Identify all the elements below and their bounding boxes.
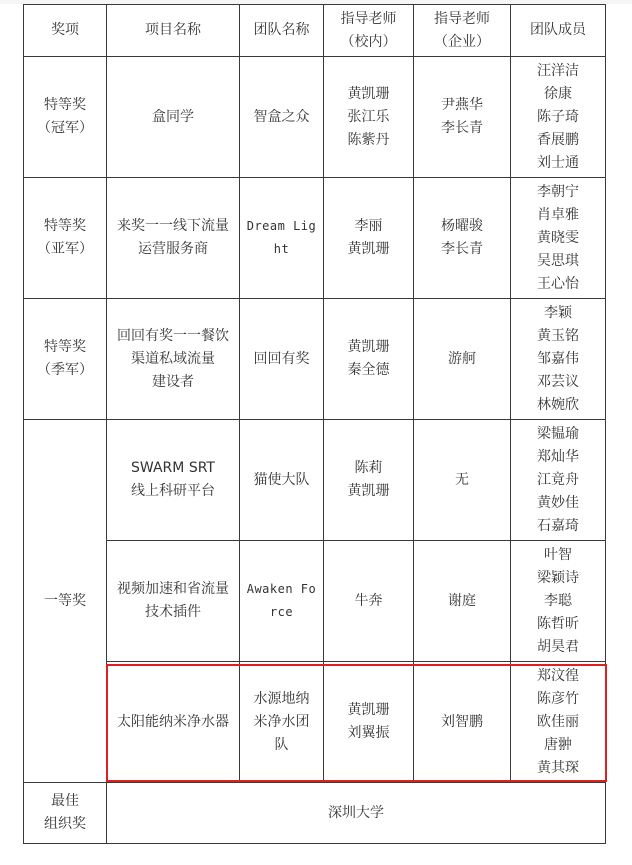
advisor-enterprise-cell: 谢庭 [414, 541, 511, 662]
awards-table [23, 4, 606, 844]
advisor-enterprise-cell: 无 [414, 420, 511, 541]
project-cell: SWARM SRT 线上科研平台 [107, 420, 240, 541]
advisor-school-cell: 黄凯珊 刘翼振 [324, 662, 414, 783]
team-cell: 智盒之众 [240, 57, 324, 178]
advisor-school-cell: 黄凯珊 张江乐 陈紫丹 [324, 57, 414, 178]
members-cell: 李颖 黄玉铭 邹嘉伟 邓芸议 林婉欣 [511, 299, 606, 420]
advisor-school-cell: 陈莉 黄凯珊 [324, 420, 414, 541]
project-cell: 视频加速和省流量 技术插件 [107, 541, 240, 662]
project-cell: 回回有奖一一餐饮 渠道私域流量 建设者 [107, 299, 240, 420]
team-cell: Dream Lig ht [240, 178, 324, 299]
header-project: 项目名称 [107, 5, 240, 57]
members-cell: 叶智 梁颖诗 李聪 陈哲昕 胡昊君 [511, 541, 606, 662]
header-row [24, 5, 606, 57]
header-advisor-school: 指导老师 （校内） [324, 5, 414, 57]
header-advisor-enterprise: 指导老师 （企业） [414, 5, 511, 57]
header-members: 团队成员 [511, 5, 606, 57]
project-cell: 来奖一一线下流量 运营服务商 [107, 178, 240, 299]
advisor-enterprise-cell: 尹燕华 李长青 [414, 57, 511, 178]
table-row [24, 420, 606, 541]
advisor-enterprise-cell: 游舸 [414, 299, 511, 420]
members-cell: 郑汶徨 陈彦竹 欧佳丽 唐翀 黄其琛 [511, 662, 606, 783]
advisor-school-cell: 李丽 黄凯珊 [324, 178, 414, 299]
advisor-school-cell: 黄凯珊 秦全德 [324, 299, 414, 420]
header-award: 奖项 [24, 5, 107, 57]
team-cell: 水源地纳 米净水团 队 [240, 662, 324, 783]
award-cell: 特等奖 （冠军） [24, 57, 107, 178]
team-cell: Awaken Fo rce [240, 541, 324, 662]
members-cell: 汪洋洁 徐康 陈子琦 香展鹏 刘士通 [511, 57, 606, 178]
members-cell: 梁韫瑜 郑灿华 江竟舟 黄妙佳 石嘉琦 [511, 420, 606, 541]
footer-value-cell: 深圳大学 [107, 783, 606, 844]
team-cell: 回回有奖 [240, 299, 324, 420]
table-row [24, 57, 606, 178]
award-cell: 特等奖 （季军） [24, 299, 107, 420]
table-row [24, 541, 606, 662]
project-cell: 盒同学 [107, 57, 240, 178]
advisor-enterprise-cell: 刘智鹏 [414, 662, 511, 783]
advisor-enterprise-cell: 杨曜骏 李长青 [414, 178, 511, 299]
members-cell: 李朝宁 肖卓雅 黄晓雯 吴思琪 王心怡 [511, 178, 606, 299]
table-row-highlighted [24, 662, 606, 783]
table-row [24, 299, 606, 420]
project-cell: 太阳能纳米净水器 [107, 662, 240, 783]
footer-award-cell: 最佳 组织奖 [24, 783, 107, 844]
team-cell: 猫使大队 [240, 420, 324, 541]
award-cell: 一等奖 [24, 420, 107, 783]
table-row [24, 178, 606, 299]
header-team: 团队名称 [240, 5, 324, 57]
footer-row [24, 783, 606, 844]
advisor-school-cell: 牛奔 [324, 541, 414, 662]
award-cell: 特等奖 （亚军） [24, 178, 107, 299]
